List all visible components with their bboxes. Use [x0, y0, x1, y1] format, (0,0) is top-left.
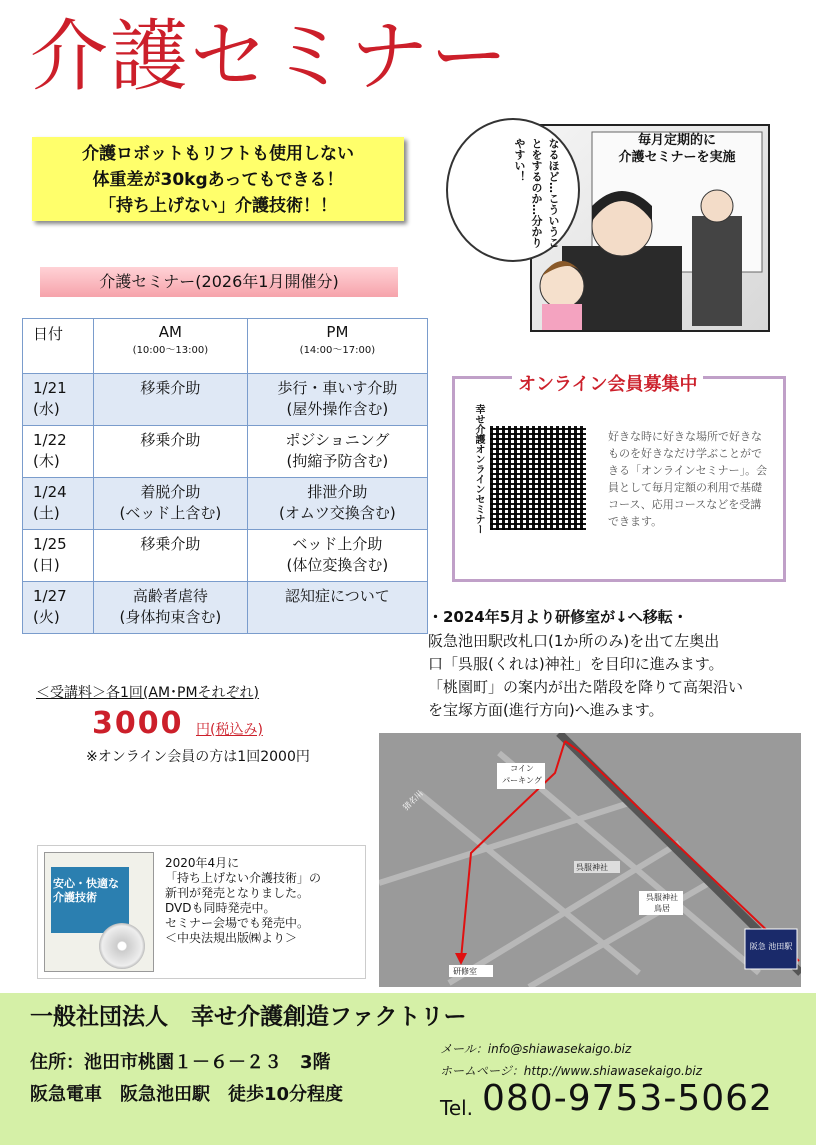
- header-pm: [247, 319, 427, 374]
- am-cell: [94, 478, 248, 530]
- map-label-torii: 呉服神社 鳥居: [646, 893, 678, 913]
- map-label-training-room: 研修室: [453, 967, 477, 976]
- weekday: (木): [33, 452, 60, 470]
- date: 1/24: [33, 483, 67, 501]
- schedule-table: [22, 318, 428, 634]
- date-cell: [23, 582, 94, 634]
- topic: 認知症について: [285, 587, 390, 605]
- table-row: [23, 374, 428, 426]
- date-cell: [23, 374, 94, 426]
- tel-label: Tel.: [440, 1096, 474, 1120]
- book-line: ＜中央法規出版㈱より＞: [165, 931, 298, 945]
- topic-note: (屋外操作含む): [286, 400, 389, 418]
- online-description: 好きな時に好きな場所で好きなものを好きなだけ学ぶことができる「オンラインセミナー」。会員として毎月定額の利用で基礎コース、応用コースなどを受講できます。: [608, 430, 768, 528]
- date-cell: [23, 426, 94, 478]
- illustration-caption: [602, 132, 752, 166]
- train-access: 阪急電車 阪急池田駅 徒歩10分程度: [30, 1084, 344, 1105]
- page-title: 介護セミナー: [30, 12, 511, 102]
- fee-label: ＜受講料＞各1回(AM･PMそれぞれ): [36, 685, 260, 701]
- caption-line: 介護セミナーを実施: [618, 150, 736, 165]
- direction-line: 阪急池田駅改札口(1か所のみ)を出て左奥出: [428, 632, 720, 650]
- relocation-title: ・2024年5月より研修室が↓へ移転・: [428, 608, 688, 626]
- weekday: (火): [33, 608, 60, 626]
- topic: 歩行・車いす介助: [277, 379, 398, 397]
- weekday: (土): [33, 504, 60, 522]
- book-line: 新刊が発売となりました。: [165, 886, 310, 900]
- topic: ベッド上介助: [292, 535, 383, 553]
- weekday: (日): [33, 556, 60, 574]
- topic-note: (ベッド上含む): [119, 504, 222, 522]
- header-pm-time: (14:00〜17:00): [299, 345, 376, 356]
- organization-name: 一般社団法人 幸せ介護創造ファクトリー: [30, 1004, 467, 1030]
- book-line: DVDも同時発売中。: [165, 901, 276, 915]
- book-line: セミナー会場でも発売中。: [165, 916, 310, 930]
- book-description: [165, 856, 365, 946]
- topic-note: (オムツ交換含む): [279, 504, 396, 522]
- am-cell: [94, 530, 248, 582]
- direction-line: 口「呉服(くれは)神社」を目印に進みます。: [428, 655, 724, 673]
- book-cover: [44, 852, 154, 972]
- pm-cell: [247, 478, 427, 530]
- date: 1/22: [33, 431, 67, 449]
- pm-cell: [247, 530, 427, 582]
- address: 住所：池田市桃園１－６－２３ 3階: [30, 1052, 331, 1073]
- access-map: [379, 733, 801, 987]
- book-line: 2020年4月に: [165, 856, 240, 870]
- map-graphic: [379, 733, 801, 987]
- weekday: (水): [33, 400, 60, 418]
- highlight-line: 「持ち上げない」介護技術！！: [99, 196, 337, 216]
- date: 1/25: [33, 535, 67, 553]
- header-am-time: (10:00〜13:00): [132, 345, 209, 356]
- homepage-link[interactable]: ホームページ：http://www.shiawasekaigo.biz: [440, 1064, 703, 1078]
- am-cell: [94, 426, 248, 478]
- highlight-box: [32, 137, 404, 221]
- map-label-station: 阪急 池田駅: [749, 942, 793, 951]
- topic-note: (身体拘束含む): [119, 608, 222, 626]
- direction-line: を宝塚方面(進行方向)へ進みます。: [428, 701, 664, 719]
- direction-line: 「桃園町」の案内が出た階段を降りて高架沿い: [428, 678, 744, 696]
- map-label-shrine: 呉服神社: [576, 863, 608, 872]
- online-title: オンライン会員募集中: [512, 370, 703, 396]
- topic: 移乗介助: [140, 379, 201, 397]
- book-cover-title: 安心・快適な介護技術: [53, 877, 119, 904]
- topic: 排泄介助: [307, 483, 368, 501]
- header-am-label: AM: [158, 323, 182, 341]
- date: 1/27: [33, 587, 67, 605]
- speech-text: なるほど…こういうことをするのか…分かりやすい！: [513, 138, 560, 248]
- table-header-row: [23, 319, 428, 374]
- header-pm-label: PM: [326, 323, 349, 341]
- fee-unit: 円(税込み): [196, 722, 263, 738]
- map-label-parking: コイン パーキング: [502, 764, 542, 785]
- highlight-line: 体重差が30kgあってもできる！: [92, 170, 344, 190]
- header-date: 日付: [23, 319, 94, 374]
- pm-cell: [247, 426, 427, 478]
- table-row: [23, 426, 428, 478]
- phone-number[interactable]: 080-9753-5062: [482, 1078, 773, 1119]
- qr-caption: 幸せ介護オンラインセミナー: [473, 404, 484, 534]
- topic: 移乗介助: [140, 431, 201, 449]
- topic-note: (拘縮予防含む): [286, 452, 389, 470]
- speech-bubble: [446, 118, 580, 262]
- dvd-icon: [99, 923, 145, 969]
- am-cell: [94, 374, 248, 426]
- pm-cell: [247, 582, 427, 634]
- am-cell: [94, 582, 248, 634]
- schedule-banner: 介護セミナー(2026年1月開催分): [40, 267, 398, 297]
- topic: 着脱介助: [140, 483, 201, 501]
- qr-code[interactable]: [490, 426, 586, 530]
- book-line: 「持ち上げない介護技術」の: [165, 871, 322, 885]
- date: 1/21: [33, 379, 67, 397]
- topic: 移乗介助: [140, 535, 201, 553]
- fee-price: 3000: [92, 706, 184, 741]
- table-row: [23, 478, 428, 530]
- date-cell: [23, 478, 94, 530]
- relocation-directions: [428, 630, 808, 722]
- caption-line: 毎月定期的に: [637, 133, 716, 148]
- topic: ポジショニング: [285, 431, 390, 449]
- topic-note: (体位変換含む): [286, 556, 389, 574]
- map-label-river: 猪名川: [401, 788, 425, 813]
- topic: 高齢者虐待: [132, 587, 208, 605]
- header-am: [94, 319, 248, 374]
- date-cell: [23, 530, 94, 582]
- email-link[interactable]: メール：info@shiawasekaigo.biz: [440, 1042, 632, 1056]
- table-row: [23, 582, 428, 634]
- fee-note: ※オンライン会員の方は1回2000円: [86, 749, 310, 765]
- highlight-line: 介護ロボットもリフトも使用しない: [82, 144, 354, 164]
- pm-cell: [247, 374, 427, 426]
- table-row: [23, 530, 428, 582]
